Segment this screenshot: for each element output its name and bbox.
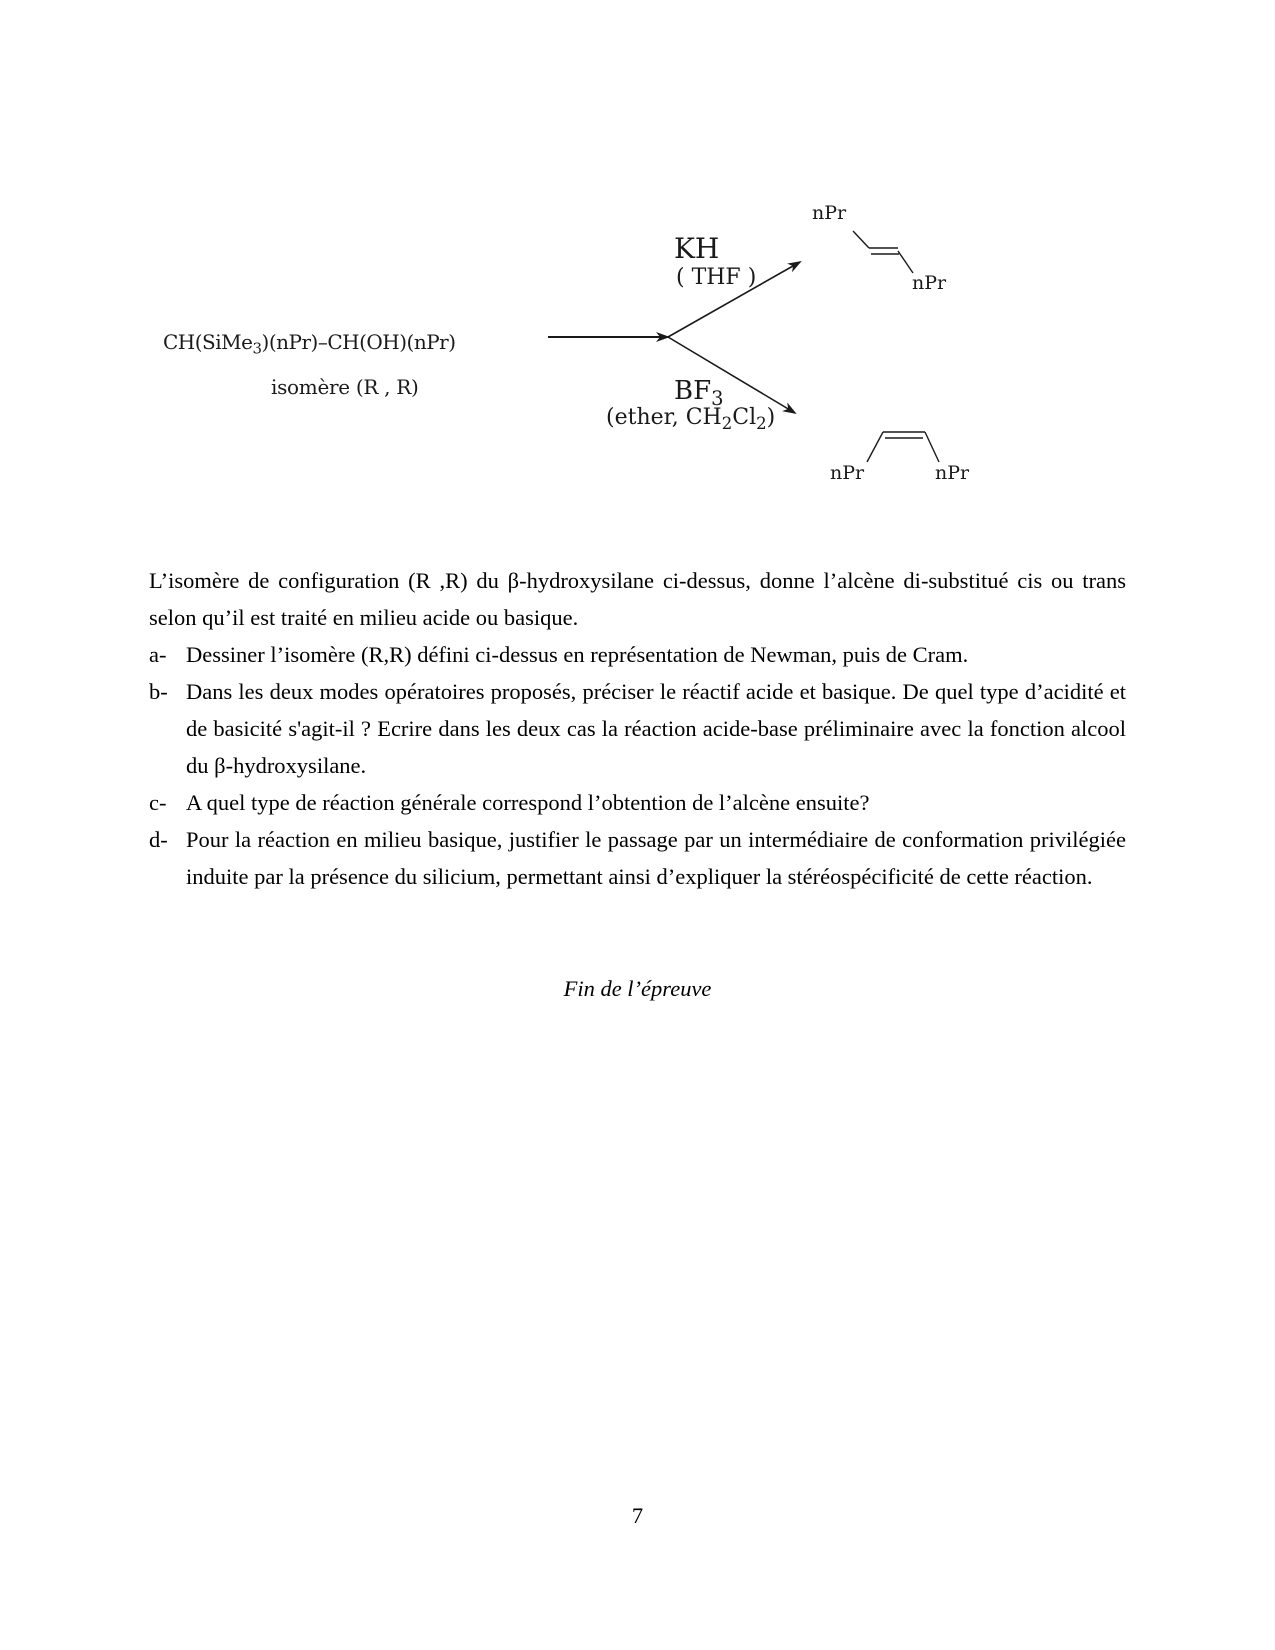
trans-substituent-bottom: nPr (912, 272, 947, 294)
list-item (149, 673, 1126, 784)
basic-solvent-label: ( THF ) (676, 265, 757, 290)
acid-solvent-label: (ether, $CH_2Cl_2$) (606, 405, 776, 433)
intro-paragraph: L’isomère de configuration (R ,R) du β-hydroxysilane ci-dessus, donne l’alcène di-substitué cis ou trans selon qu’il est traité en milieu acide ou basique. (149, 568, 1126, 630)
cis-substituent-left: nPr (830, 462, 865, 484)
item-text: Pour la réaction en milieu basique, justifier le passage par un intermédiaire de conformation privilégiée induite par la présence du silicium, permettant ainsi d’expliquer la stéréospécificité de cette réaction. (186, 827, 1126, 889)
cis-substituent-right: nPr (935, 462, 970, 484)
item-text: Dans les deux modes opératoires proposés, préciser le réactif acide et basique. De quel type d’acidité et de basicité s'agit-il ? Ecrire dans les deux cas la réaction acide-base préliminaire avec la fonction alcool du β-hydroxysilane. (186, 679, 1126, 778)
basic-reagent-label: KH (674, 232, 720, 265)
reactant-isomer-label: isomère (R , R) (271, 375, 419, 399)
cis-alkene-structure (867, 432, 939, 462)
trans-alkene-structure (853, 231, 913, 273)
item-marker: c- (149, 790, 167, 815)
acid-reagent-label: $BF_3$ (674, 376, 724, 410)
item-text: A quel type de réaction générale correspond l’obtention de l’alcène ensuite? (186, 790, 870, 815)
list-item (149, 636, 1126, 673)
item-marker: d- (149, 827, 168, 852)
item-text: Dessiner l’isomère (R,R) défini ci-dessus en représentation de Newman, puis de Cram. (186, 642, 969, 667)
trans-substituent-top: nPr (812, 202, 847, 224)
item-marker: a- (149, 642, 167, 667)
item-marker: b- (149, 679, 168, 704)
page-number: 7 (631, 1503, 644, 1528)
question-text (149, 562, 1126, 895)
reaction-arrows (0, 0, 1275, 520)
end-of-exam-note: Fin de l’épreuve (563, 976, 712, 1001)
list-item (149, 784, 1126, 821)
question-list (149, 636, 1126, 895)
reactant-formula: CH(SiMe$_3$)(nPr)–CH(OH)(nPr) (163, 330, 456, 358)
reaction-scheme (0, 0, 1275, 520)
list-item (149, 821, 1126, 895)
